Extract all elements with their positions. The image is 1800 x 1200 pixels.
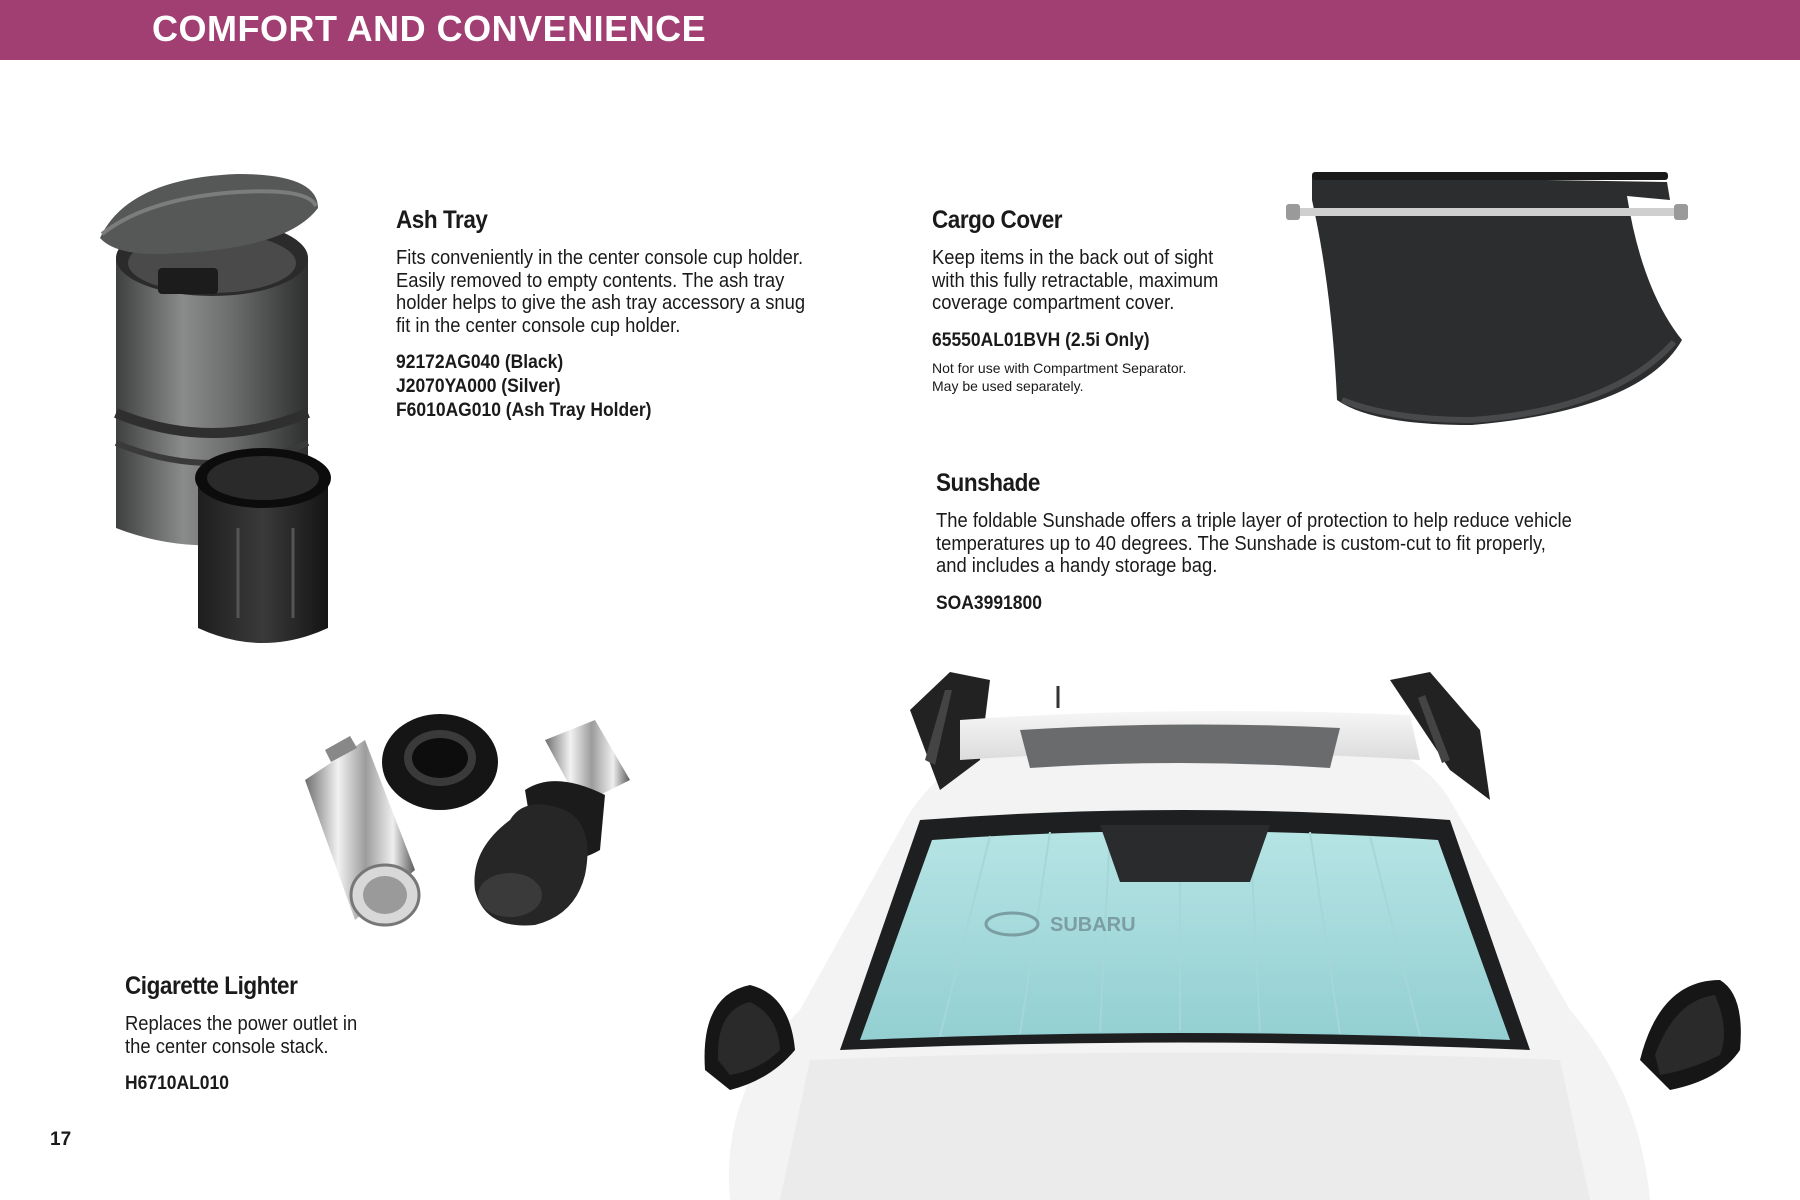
part-number: H6710AL010 <box>125 1073 229 1094</box>
description-line: Easily removed to empty contents. The ash tray <box>396 269 785 292</box>
description-line: temperatures up to 40 degrees. The Sunshade is custom-cut to fit properly, <box>936 532 1546 555</box>
description-line: coverage compartment cover. <box>932 292 1175 314</box>
part-number: SOA3991800 <box>936 592 1042 614</box>
cigarette-lighter-image <box>295 700 695 960</box>
cigarette-lighter-parts <box>125 1072 377 1096</box>
description-line: holder helps to give the ash tray accessory a snug <box>396 292 806 314</box>
note-line: May be used separately. <box>932 377 1084 394</box>
part-number: J2070YA000 (Silver) <box>396 376 561 397</box>
cigarette-lighter-section <box>125 972 377 1096</box>
description-line: and includes a handy storage bag. <box>936 555 1218 577</box>
ash-tray-title: Ash Tray <box>396 206 488 234</box>
description-line: the center console stack. <box>125 1035 329 1058</box>
cigarette-lighter-title: Cigarette Lighter <box>125 972 298 1000</box>
sunshade-description <box>936 510 1627 578</box>
cargo-cover-image <box>1282 170 1694 432</box>
cargo-cover-section <box>932 206 1243 395</box>
sunshade-car-image <box>690 650 1800 1200</box>
description-line: fit in the center console cup holder. <box>396 314 681 337</box>
cargo-cover-parts <box>932 329 1243 353</box>
sunshade-section <box>936 469 1627 616</box>
description-line: with this fully retractable, maximum <box>932 269 1219 292</box>
description-line: Keep items in the back out of sight <box>932 247 1214 269</box>
part-number: 65550AL01BVH (2.5i Only) <box>932 329 1150 351</box>
part-number: F6010AG010 (Ash Tray Holder) <box>396 400 652 421</box>
description-line: Fits conveniently in the center console cup holder. <box>396 247 804 269</box>
sunshade-title: Sunshade <box>936 469 1040 497</box>
ash-tray-image <box>88 168 418 688</box>
sunshade-parts <box>936 592 1627 616</box>
description-line: Replaces the power outlet in <box>125 1013 358 1035</box>
description-line: The foldable Sunshade offers a triple layer of protection to help reduce vehicle <box>936 510 1572 532</box>
section-header <box>0 0 1800 60</box>
part-number: 92172AG040 (Black) <box>396 352 564 373</box>
cigarette-lighter-description <box>125 1013 377 1058</box>
section-title: COMFORT AND CONVENIENCE <box>152 8 707 49</box>
cargo-cover-notes <box>932 359 1243 395</box>
ash-tray-parts <box>396 351 841 423</box>
subaru-logo: SUBARU <box>1050 914 1136 936</box>
page-number: 17 <box>50 1129 72 1150</box>
note-line: Not for use with Compartment Separator. <box>932 359 1187 376</box>
ash-tray-description <box>396 247 841 337</box>
ash-tray-section <box>396 206 841 423</box>
cargo-cover-description <box>932 247 1243 315</box>
cargo-cover-title: Cargo Cover <box>932 206 1063 234</box>
